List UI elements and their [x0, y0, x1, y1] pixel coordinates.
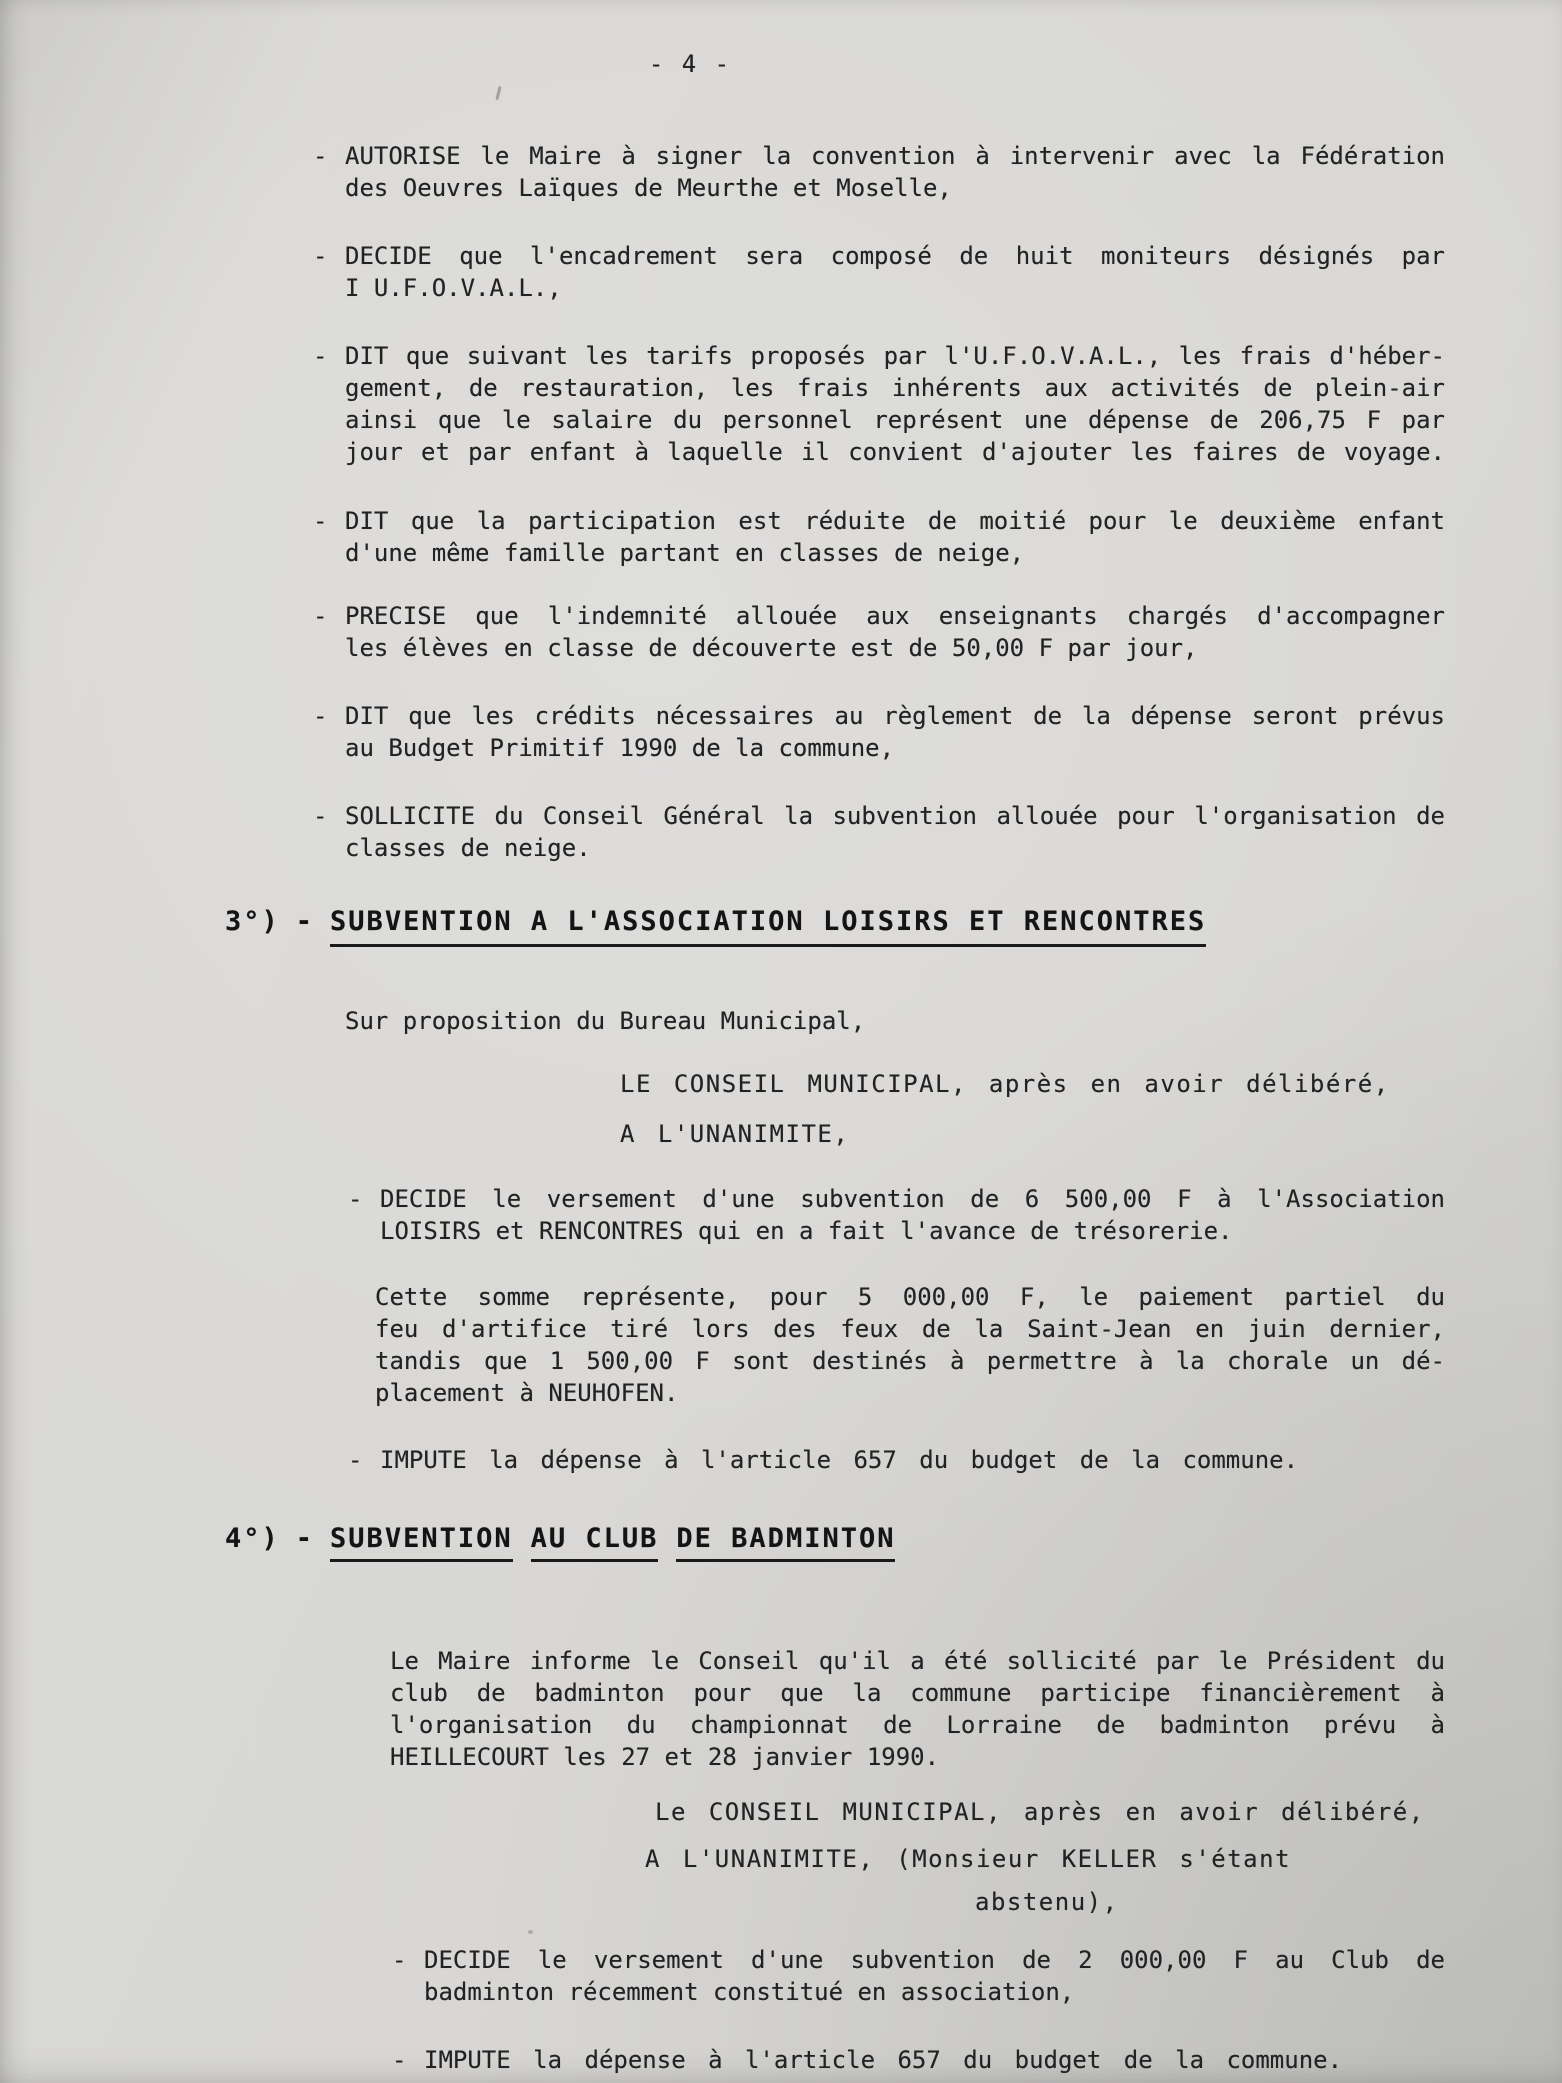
- section-separator: -: [295, 1523, 315, 1554]
- resolution-item-dit-tarifs: [313, 340, 1445, 468]
- item-text: [345, 600, 1445, 664]
- text-line: Cette somme représente, pour 5 000,00 F, le paiement partiel du: [375, 1283, 1445, 1311]
- bullet-dash: -: [392, 2046, 407, 2074]
- text-line: AUTORISE le Maire à signer la convention à intervenir avec la Fédération: [345, 142, 1445, 170]
- paragraph-maire-informe: [390, 1645, 1445, 1773]
- bullet-dash: -: [348, 1446, 363, 1474]
- bullet-dash: -: [313, 602, 328, 630]
- section-separator: -: [295, 906, 315, 937]
- resolution-item-decide-encadrement: [313, 240, 1445, 304]
- resolution-item-dit-credits: [313, 700, 1445, 764]
- resolution-formula-line: A L'UNANIMITE, (Monsieur KELLER s'étant: [645, 1845, 1292, 1873]
- section-number: 3°): [225, 906, 280, 937]
- bullet-dash: -: [313, 702, 328, 730]
- intro-line: Sur proposition du Bureau Municipal,: [345, 1007, 866, 1035]
- paragraph-text: [375, 1281, 1445, 1409]
- text-line: l'organisation du championnat de Lorraine de badminton prévu à: [390, 1711, 1445, 1739]
- item-text: [345, 140, 1445, 204]
- text-line: badminton récemment constitué en association,: [424, 1978, 1075, 2006]
- resolution-item-impute-loisirs: [348, 1444, 1445, 1476]
- section-number: 4°): [225, 1523, 280, 1554]
- item-text: [380, 1183, 1445, 1247]
- item-text: [345, 700, 1445, 764]
- text-line: placement à NEUHOFEN.: [375, 1379, 679, 1407]
- text-line: LOISIRS et RENCONTRES qui en a fait l'avance de trésorerie.: [380, 1217, 1233, 1245]
- heading-word: AU CLUB: [531, 1523, 659, 1562]
- section-heading-badminton: [225, 1522, 895, 1556]
- resolution-item-sollicite: [313, 800, 1445, 864]
- bullet-dash: -: [313, 507, 328, 535]
- resolution-item-impute-badminton: [392, 2044, 1445, 2076]
- bullet-dash: -: [313, 142, 328, 170]
- section-heading-loisirs: [225, 905, 1206, 947]
- text-line: gement, de restauration, les frais inhérents aux activités de plein-air: [345, 374, 1445, 402]
- resolution-item-precise-indemnite: [313, 600, 1445, 664]
- text-line: DECIDE le versement d'une subvention de 2 000,00 F au Club de: [424, 1946, 1445, 1974]
- bullet-dash: -: [313, 802, 328, 830]
- section-title: SUBVENTION A L'ASSOCIATION LOISIRS ET RENCONTRES: [330, 905, 1206, 947]
- resolution-formula-line: Le CONSEIL MUNICIPAL, après en avoir délibéré,: [655, 1798, 1425, 1826]
- text-line: d'une même famille partant en classes de neige,: [345, 539, 1025, 567]
- scan-speck: [528, 1930, 533, 1934]
- text-line: DECIDE le versement d'une subvention de 6 500,00 F à l'Association: [380, 1185, 1445, 1213]
- text-line: IMPUTE la dépense à l'article 657 du budget de la commune.: [424, 2046, 1343, 2074]
- text-line: des Oeuvres Laïques de Meurthe et Moselle,: [345, 174, 952, 202]
- bullet-dash: -: [313, 242, 328, 270]
- page-number: - 4 -: [648, 50, 732, 78]
- text-line: jour et par enfant à laquelle il convient d'ajouter les faires de voyage.: [345, 438, 1445, 466]
- text-line: classes de neige.: [345, 834, 591, 862]
- item-text: [424, 1944, 1445, 2008]
- text-line: DIT que la participation est réduite de moitié pour le deuxième enfant: [345, 507, 1445, 535]
- text-line: HEILLECOURT les 27 et 28 janvier 1990.: [390, 1743, 940, 1771]
- text-line: tandis que 1 500,00 F sont destinés à permettre à la chorale un dé-: [375, 1347, 1445, 1375]
- text-line: IMPUTE la dépense à l'article 657 du budget de la commune.: [380, 1446, 1299, 1474]
- item-text: [345, 505, 1445, 569]
- text-line: SOLLICITE du Conseil Général la subvention allouée pour l'organisation de: [345, 802, 1445, 830]
- bullet-dash: -: [313, 342, 328, 370]
- text-line: I U.F.O.V.A.L.,: [345, 274, 562, 302]
- text-line: feu d'artifice tiré lors des feux de la Saint-Jean en juin dernier,: [375, 1315, 1445, 1343]
- item-text: [345, 340, 1445, 468]
- resolution-formula-line: A L'UNANIMITE,: [620, 1120, 850, 1148]
- text-line: DECIDE que l'encadrement sera composé de huit moniteurs désignés par: [345, 242, 1445, 270]
- paragraph-text: [390, 1645, 1445, 1773]
- text-line: PRECISE que l'indemnité allouée aux enseignants chargés d'accompagner: [345, 602, 1445, 630]
- item-text: [380, 1444, 1445, 1476]
- text-line: les élèves en classe de découverte est de 50,00 F par jour,: [345, 634, 1198, 662]
- heading-word: SUBVENTION: [330, 1523, 513, 1562]
- resolution-item-decide-subvention-badminton: [392, 1944, 1445, 2008]
- resolution-item-dit-participation: [313, 505, 1445, 569]
- resolution-formula-line: LE CONSEIL MUNICIPAL, après en avoir délibéré,: [620, 1070, 1390, 1098]
- scan-mark: [495, 86, 501, 100]
- text-line: DIT que suivant les tarifs proposés par l'U.F.O.V.A.L., les frais d'héber-: [345, 342, 1445, 370]
- text-line: ainsi que le salaire du personnel représent une dépense de 206,75 F par: [345, 406, 1445, 434]
- resolution-item-decide-subvention-loisirs: [348, 1183, 1445, 1247]
- item-text: [424, 2044, 1445, 2076]
- bullet-dash: -: [348, 1185, 363, 1213]
- paragraph-note-somme: [375, 1281, 1445, 1409]
- section-title: [330, 1522, 895, 1556]
- heading-word: DE BADMINTON: [676, 1523, 895, 1562]
- text-line: Le Maire informe le Conseil qu'il a été sollicité par le Président du: [390, 1647, 1445, 1675]
- text-line: DIT que les crédits nécessaires au règlement de la dépense seront prévus: [345, 702, 1445, 730]
- item-text: [345, 240, 1445, 304]
- text-line: au Budget Primitif 1990 de la commune,: [345, 734, 895, 762]
- resolution-item-autorise: [313, 140, 1445, 204]
- item-text: [345, 800, 1445, 864]
- resolution-formula-line: abstenu),: [975, 1888, 1119, 1916]
- text-line: club de badminton pour que la commune participe financièrement à: [390, 1679, 1445, 1707]
- bullet-dash: -: [392, 1946, 407, 1974]
